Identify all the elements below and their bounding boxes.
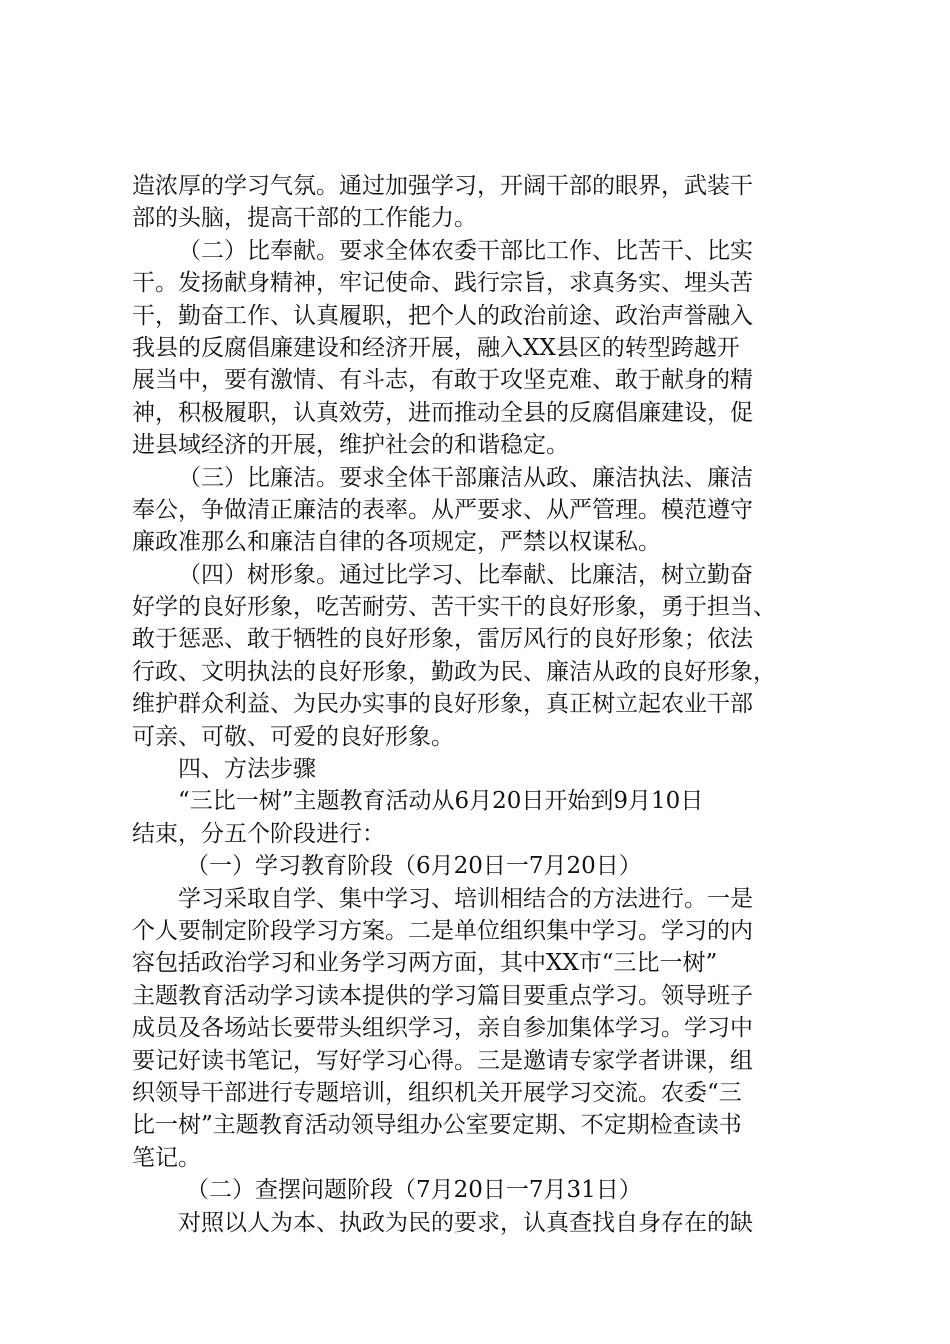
text-line: 主题教育活动学习读本提供的学习篇目要重点学习。领导班子 bbox=[132, 982, 753, 1009]
text-line: 奉公，争做清正廉洁的表率。从严要求、从严管理。模范遵守 bbox=[132, 496, 753, 523]
section-heading-line: （二）比奉献。要求全体农委干部比工作、比苦干、比实 bbox=[178, 237, 753, 264]
body-text bbox=[132, 170, 832, 1239]
phase-heading: （二）查摆问题阶段（7月20日一7月31日） bbox=[186, 1177, 642, 1204]
text-line: 比一树”主题教育活动领导组办公室要定期、不定期检查读书 bbox=[132, 1112, 742, 1139]
text-line: 干，勤奋工作、认真履职，把个人的政治前途、政治声誉融入 bbox=[132, 302, 753, 329]
text-line: 廉政准那么和廉洁自律的各项规定，严禁以权谋私。 bbox=[132, 529, 661, 556]
text-line: 学习采取自学、集中学习、培训相结合的方法进行。一是 bbox=[178, 885, 753, 912]
text-line: 可亲、可敬、可爱的良好形象。 bbox=[132, 723, 454, 750]
text-line: 织领导干部进行专题培训，组织机关开展学习交流。农委“三 bbox=[132, 1079, 742, 1106]
text-line: 进县域经济的开展，维护社会的和谐稳定。 bbox=[132, 432, 569, 459]
text-line: 维护群众利益、为民办实事的良好形象，真正树立起农业干部 bbox=[132, 691, 753, 718]
text-line: 部的头脑，提高干部的工作能力。 bbox=[132, 205, 477, 232]
text-line: 结束，分五个阶段进行： bbox=[132, 820, 385, 847]
section-heading-line: （三）比廉洁。要求全体干部廉洁从政、廉洁执法、廉洁 bbox=[178, 464, 753, 491]
section-heading-line: （四）树形象。通过比学习、比奉献、比廉洁，树立勤奋 bbox=[178, 561, 753, 588]
text-line: 笔记。 bbox=[132, 1144, 201, 1171]
text-line: 好学的良好形象，吃苦耐劳、苦干实干的良好形象，勇于担当、 bbox=[132, 594, 776, 621]
text-line: 我县的反腐倡廉建设和经济开展，融入XX县区的转型跨越开 bbox=[132, 334, 740, 361]
text-line: 造浓厚的学习气氛。通过加强学习，开阔干部的眼界，武装干 bbox=[132, 173, 753, 199]
phase-heading: （一）学习教育阶段（6月20日一7月20日） bbox=[186, 853, 642, 880]
text-line: 展当中，要有激情、有斗志，有敢于攻坚克难、敢于献身的精 bbox=[132, 367, 753, 394]
text-line: 干。发扬献身精神，牢记使命、践行宗旨，求真务实、埋头苦 bbox=[132, 270, 753, 297]
text-line: “三比一树”主题教育活动从6月20日开始到9月10日 bbox=[178, 788, 704, 815]
chapter-heading: 四、方法步骤 bbox=[178, 756, 316, 783]
text-line: 对照以人为本、执政为民的要求，认真查找自身存在的缺 bbox=[178, 1209, 753, 1236]
text-line: 行政、文明执法的良好形象，勤政为民、廉洁从政的良好形象， bbox=[132, 658, 776, 685]
text-line: 个人要制定阶段学习方案。二是单位组织集中学习。学习的内 bbox=[132, 917, 753, 944]
text-line: 敢于惩恶、敢于牺牲的良好形象，雷厉风行的良好形象；依法 bbox=[132, 626, 753, 653]
text-line: 成员及各场站长要带头组织学习，亲自参加集体学习。学习中 bbox=[132, 1015, 753, 1042]
text-line: 神，积极履职，认真效劳，进而推动全县的反腐倡廉建设，促 bbox=[132, 399, 753, 426]
text-line: 要记好读书笔记，写好学习心得。三是邀请专家学者讲课，组 bbox=[132, 1047, 753, 1074]
text-line: 容包括政治学习和业务学习两方面，其中XX市“三比一树” bbox=[132, 950, 718, 977]
